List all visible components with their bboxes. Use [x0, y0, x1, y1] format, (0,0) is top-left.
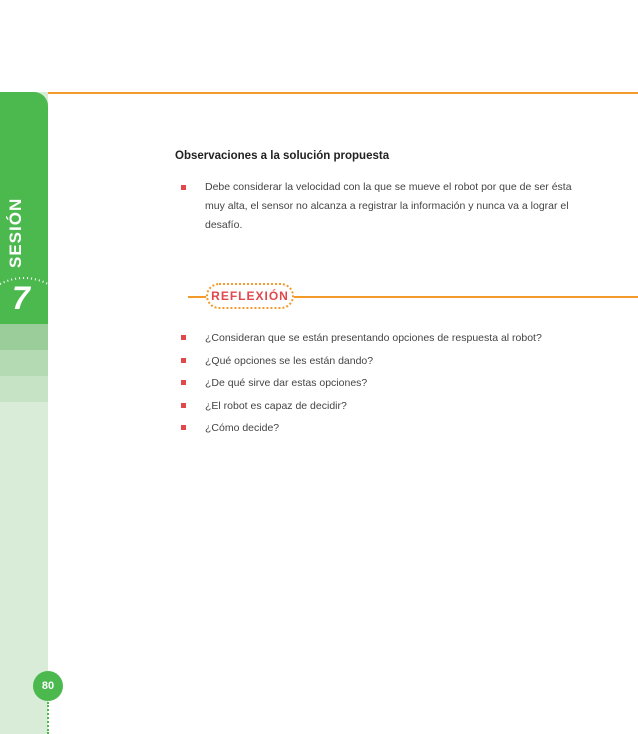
list-item [175, 330, 595, 346]
bullet-icon [181, 380, 186, 385]
list-item [175, 353, 595, 369]
observations-heading: Observaciones a la solución propuesta [175, 150, 390, 162]
page-number: 80 [41, 680, 55, 692]
list-item [175, 178, 575, 235]
list-item-text: Debe considerar la velocidad con la que se mueve el robot por que de ser ésta muy alta, el sensor no alcanza a registrar la información y nunca va a lograr el desafío. [205, 181, 572, 231]
sidebar-band [0, 350, 48, 376]
reflexion-badge [206, 283, 294, 309]
sidebar-band [0, 376, 48, 402]
list-item-text: ¿Qué opciones se les están dando? [205, 354, 374, 367]
reflexion-rule [294, 296, 638, 298]
session-label: SESIÓN [6, 197, 25, 268]
header-rule [48, 92, 638, 94]
list-item-text: ¿Cómo decide? [205, 422, 280, 434]
list-item [175, 398, 595, 414]
bullet-icon [181, 358, 186, 363]
reflexion-label: REFLEXIÓN [211, 289, 289, 303]
list-item-text: ¿De qué sirve dar estas opciones? [205, 377, 368, 389]
page-number-badge [33, 671, 63, 701]
bullet-icon [181, 185, 186, 190]
session-number: 7 [12, 280, 30, 316]
reflexion-rule [188, 296, 208, 298]
list-item [175, 375, 595, 391]
observations-list [175, 178, 575, 235]
bullet-icon [181, 425, 186, 430]
reflexion-list [175, 330, 595, 443]
page-dotted-line [47, 702, 51, 734]
sidebar-band [0, 324, 48, 350]
list-item [175, 420, 595, 436]
list-item-text: ¿El robot es capaz de decidir? [205, 399, 347, 412]
bullet-icon [181, 335, 186, 340]
list-item-text: ¿Consideran que se están presentando opciones de respuesta al robot? [205, 332, 542, 344]
bullet-icon [181, 403, 186, 408]
